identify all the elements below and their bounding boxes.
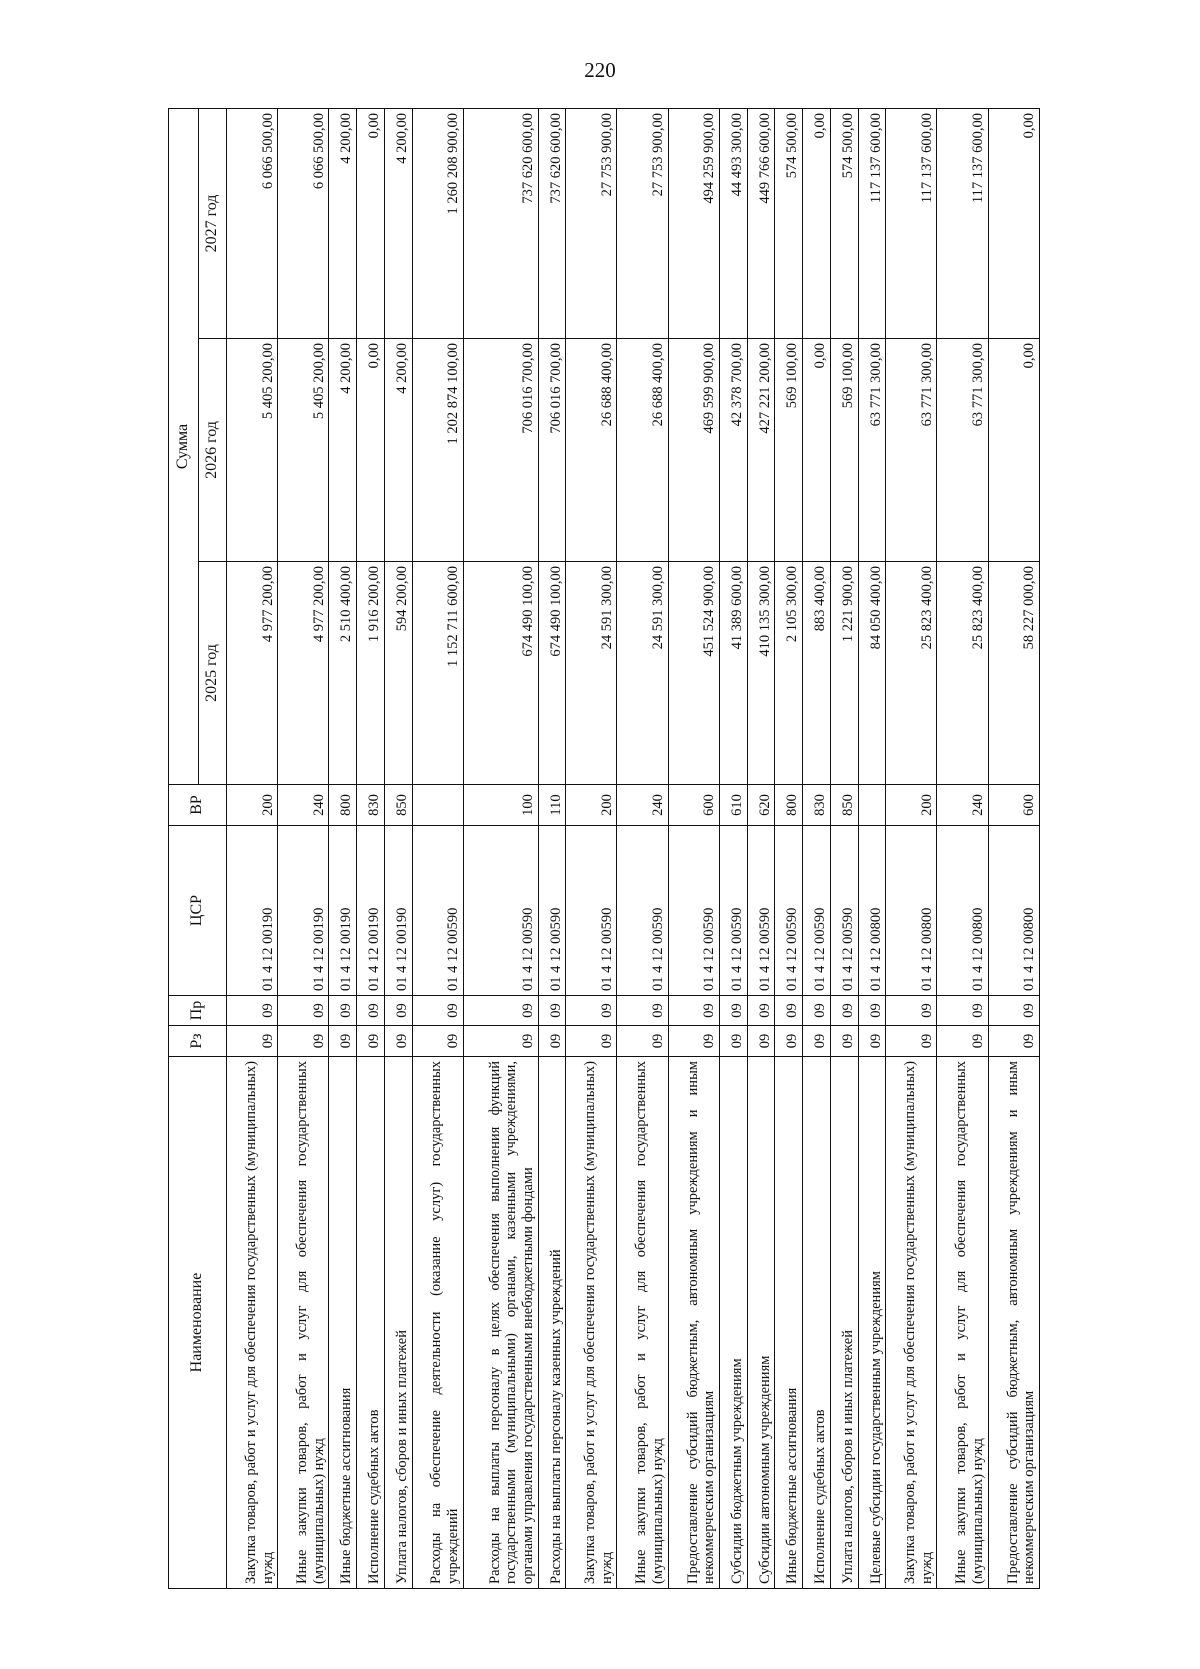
cell-vr: 600 [988,785,1039,826]
header-sum: Сумма [169,108,199,784]
cell-csr: 01 4 12 00590 [830,826,858,996]
cell-pr: 09 [988,996,1039,1026]
cell-csr: 01 4 12 00800 [988,826,1039,996]
table-row [803,108,831,1588]
cell-rz: 09 [719,1026,747,1057]
cell-2025: 25 823 400,00 [937,562,988,785]
cell-2027: 574 500,00 [775,108,803,338]
cell-vr: 600 [668,785,719,826]
cell-vr: 200 [227,785,278,826]
cell-name: Иные закупки товаров, работ и услуг для обеспечения государственных (муниципальных) нужд [617,1057,668,1589]
header-pr: Пр [169,996,227,1026]
cell-csr: 01 4 12 00590 [566,826,617,996]
cell-name: Субсидии автономным учреждениям [747,1057,775,1589]
cell-name: Иные закупки товаров, работ и услуг для обеспечения государственных (муниципальных) нужд [937,1057,988,1589]
cell-name: Предоставление субсидий бюджетным, автономным учреждениям и иным некоммерческим организациям [668,1057,719,1589]
header-rz: Рз [169,1026,227,1057]
table-row [278,108,329,1588]
cell-2026: 1 202 874 100,00 [412,339,463,562]
cell-2025: 883 400,00 [803,562,831,785]
cell-2027: 117 137 600,00 [858,108,886,338]
cell-2025: 594 200,00 [384,562,412,785]
cell-vr: 200 [566,785,617,826]
cell-csr: 01 4 12 00190 [227,826,278,996]
cell-name: Расходы на обеспечение деятельности (оказание услуг) государственных учреждений [412,1057,463,1589]
cell-pr: 09 [538,996,566,1026]
header-vr: ВР [169,785,227,826]
page-number: 220 [584,58,616,82]
cell-2025: 451 524 900,00 [668,562,719,785]
table-row [227,108,278,1588]
cell-2027: 6 066 500,00 [278,108,329,338]
cell-2025: 4 977 200,00 [278,562,329,785]
header-csr: ЦСР [169,826,227,996]
cell-pr: 09 [668,996,719,1026]
table-row [858,108,886,1588]
cell-pr: 09 [227,996,278,1026]
cell-name: Иные бюджетные ассигнования [329,1057,357,1589]
cell-vr: 620 [747,785,775,826]
cell-rz: 09 [747,1026,775,1057]
cell-2026: 427 221 200,00 [747,339,775,562]
cell-2027: 4 200,00 [384,108,412,338]
cell-2027: 494 259 900,00 [668,108,719,338]
cell-rz: 09 [384,1026,412,1057]
cell-2026: 569 100,00 [830,339,858,562]
table-row [668,108,719,1588]
cell-pr: 09 [858,996,886,1026]
cell-vr: 110 [538,785,566,826]
header-name: Наименование [169,1057,227,1589]
cell-2025: 25 823 400,00 [886,562,937,785]
cell-rz: 09 [886,1026,937,1057]
cell-pr: 09 [566,996,617,1026]
cell-name: Исполнение судебных актов [357,1057,385,1589]
table-body [227,108,1040,1588]
table-row [886,108,937,1588]
cell-rz: 09 [329,1026,357,1057]
cell-pr: 09 [886,996,937,1026]
cell-rz: 09 [988,1026,1039,1057]
cell-vr: 800 [329,785,357,826]
cell-csr: 01 4 12 00190 [278,826,329,996]
cell-pr: 09 [747,996,775,1026]
cell-2026: 26 688 400,00 [566,339,617,562]
cell-csr: 01 4 12 00590 [803,826,831,996]
cell-pr: 09 [357,996,385,1026]
cell-2027: 0,00 [357,108,385,338]
cell-name: Расходы на выплаты персоналу в целях обеспечения выполнения функций государственными (муниципальными) органами, казенными учреждениями, органами управления государственными внебюджетными фондами [463,1057,538,1589]
table-row [538,108,566,1588]
cell-2026: 469 599 900,00 [668,339,719,562]
cell-pr: 09 [278,996,329,1026]
cell-2025: 1 916 200,00 [357,562,385,785]
cell-2027: 27 753 900,00 [566,108,617,338]
cell-pr: 09 [937,996,988,1026]
cell-2027: 44 493 300,00 [719,108,747,338]
cell-2026: 4 200,00 [329,339,357,562]
cell-2027: 27 753 900,00 [617,108,668,338]
cell-2025: 410 135 300,00 [747,562,775,785]
cell-vr: 610 [719,785,747,826]
cell-name: Закупка товаров, работ и услуг для обеспечения государственных (муниципальных) нужд [566,1057,617,1589]
table-row [412,108,463,1588]
cell-rz: 09 [775,1026,803,1057]
cell-2025: 674 490 100,00 [538,562,566,785]
cell-rz: 09 [412,1026,463,1057]
cell-name: Целевые субсидии государственным учреждениям [858,1057,886,1589]
cell-pr: 09 [329,996,357,1026]
cell-2027: 6 066 500,00 [227,108,278,338]
cell-rz: 09 [278,1026,329,1057]
cell-vr: 800 [775,785,803,826]
cell-rz: 09 [227,1026,278,1057]
cell-csr: 01 4 12 00800 [886,826,937,996]
cell-2027: 117 137 600,00 [937,108,988,338]
cell-vr: 830 [357,785,385,826]
cell-2027: 4 200,00 [329,108,357,338]
table-row [357,108,385,1588]
cell-name: Предоставление субсидий бюджетным, автономным учреждениям и иным некоммерческим организациям [988,1057,1039,1589]
cell-rz: 09 [668,1026,719,1057]
table-row [463,108,538,1588]
cell-vr [858,785,886,826]
cell-2026: 42 378 700,00 [719,339,747,562]
cell-rz: 09 [858,1026,886,1057]
cell-pr: 09 [412,996,463,1026]
cell-2027: 737 620 600,00 [538,108,566,338]
cell-2026: 63 771 300,00 [886,339,937,562]
cell-2027: 0,00 [988,108,1039,338]
cell-pr: 09 [803,996,831,1026]
cell-csr: 01 4 12 00590 [538,826,566,996]
cell-2025: 2 105 300,00 [775,562,803,785]
cell-name: Уплата налогов, сборов и иных платежей [384,1057,412,1589]
cell-vr [412,785,463,826]
cell-vr: 850 [384,785,412,826]
cell-vr: 200 [886,785,937,826]
table-row [988,108,1039,1588]
cell-csr: 01 4 12 00590 [719,826,747,996]
cell-rz: 09 [803,1026,831,1057]
cell-name: Закупка товаров, работ и услуг для обеспечения государственных (муниципальных) нужд [227,1057,278,1589]
table-row [384,108,412,1588]
cell-2026: 63 771 300,00 [858,339,886,562]
cell-2025: 24 591 300,00 [566,562,617,785]
cell-vr: 240 [617,785,668,826]
cell-vr: 240 [937,785,988,826]
cell-name: Уплата налогов, сборов и иных платежей [830,1057,858,1589]
table-row [747,108,775,1588]
cell-2025: 84 050 400,00 [858,562,886,785]
cell-name: Расходы на выплаты персоналу казенных учреждений [538,1057,566,1589]
cell-name: Иные закупки товаров, работ и услуг для обеспечения государственных (муниципальных) нужд [278,1057,329,1589]
cell-csr: 01 4 12 00190 [329,826,357,996]
cell-rz: 09 [538,1026,566,1057]
table-row [937,108,988,1588]
cell-2026: 0,00 [803,339,831,562]
cell-rz: 09 [463,1026,538,1057]
cell-2025: 2 510 400,00 [329,562,357,785]
cell-rz: 09 [566,1026,617,1057]
cell-pr: 09 [775,996,803,1026]
cell-2026: 706 016 700,00 [463,339,538,562]
cell-2025: 4 977 200,00 [227,562,278,785]
cell-2027: 117 137 600,00 [886,108,937,338]
cell-name: Иные бюджетные ассигнования [775,1057,803,1589]
cell-2027: 737 620 600,00 [463,108,538,338]
cell-2027: 574 500,00 [830,108,858,338]
cell-csr: 01 4 12 00590 [412,826,463,996]
cell-2026: 0,00 [357,339,385,562]
cell-2027: 1 260 208 900,00 [412,108,463,338]
cell-vr: 100 [463,785,538,826]
table-row [566,108,617,1588]
cell-2025: 58 227 000,00 [988,562,1039,785]
cell-2026: 4 200,00 [384,339,412,562]
cell-name: Субсидии бюджетным учреждениям [719,1057,747,1589]
cell-csr: 01 4 12 00800 [937,826,988,996]
cell-2025: 674 490 100,00 [463,562,538,785]
cell-pr: 09 [384,996,412,1026]
cell-2025: 24 591 300,00 [617,562,668,785]
cell-2026: 569 100,00 [775,339,803,562]
cell-csr: 01 4 12 00590 [747,826,775,996]
cell-pr: 09 [617,996,668,1026]
cell-2026: 5 405 200,00 [227,339,278,562]
cell-csr: 01 4 12 00190 [384,826,412,996]
header-year-2025: 2025 год [199,562,227,785]
cell-2026: 0,00 [988,339,1039,562]
cell-name: Исполнение судебных актов [803,1057,831,1589]
table-header [169,108,227,1588]
cell-vr: 240 [278,785,329,826]
cell-csr: 01 4 12 00590 [617,826,668,996]
header-year-2027: 2027 год [199,108,227,338]
cell-rz: 09 [357,1026,385,1057]
cell-2025: 41 389 600,00 [719,562,747,785]
cell-2025: 1 221 900,00 [830,562,858,785]
cell-vr: 850 [830,785,858,826]
cell-csr: 01 4 12 00800 [858,826,886,996]
table-row [775,108,803,1588]
cell-pr: 09 [463,996,538,1026]
cell-2027: 449 766 600,00 [747,108,775,338]
cell-rz: 09 [937,1026,988,1057]
header-year-2026: 2026 год [199,339,227,562]
cell-2026: 706 016 700,00 [538,339,566,562]
cell-name: Закупка товаров, работ и услуг для обеспечения государственных (муниципальных) нужд [886,1057,937,1589]
table-row [830,108,858,1588]
cell-csr: 01 4 12 00590 [668,826,719,996]
table-row [719,108,747,1588]
cell-2026: 26 688 400,00 [617,339,668,562]
cell-2025: 1 152 711 600,00 [412,562,463,785]
cell-2026: 5 405 200,00 [278,339,329,562]
cell-rz: 09 [830,1026,858,1057]
cell-pr: 09 [830,996,858,1026]
cell-pr: 09 [719,996,747,1026]
cell-csr: 01 4 12 00590 [775,826,803,996]
table-row [329,108,357,1588]
cell-csr: 01 4 12 00190 [357,826,385,996]
rotated-table-wrapper [168,109,1040,1589]
cell-rz: 09 [617,1026,668,1057]
table-row [617,108,668,1588]
cell-csr: 01 4 12 00590 [463,826,538,996]
budget-table [168,108,1040,1589]
cell-2026: 63 771 300,00 [937,339,988,562]
cell-2027: 0,00 [803,108,831,338]
cell-vr: 830 [803,785,831,826]
